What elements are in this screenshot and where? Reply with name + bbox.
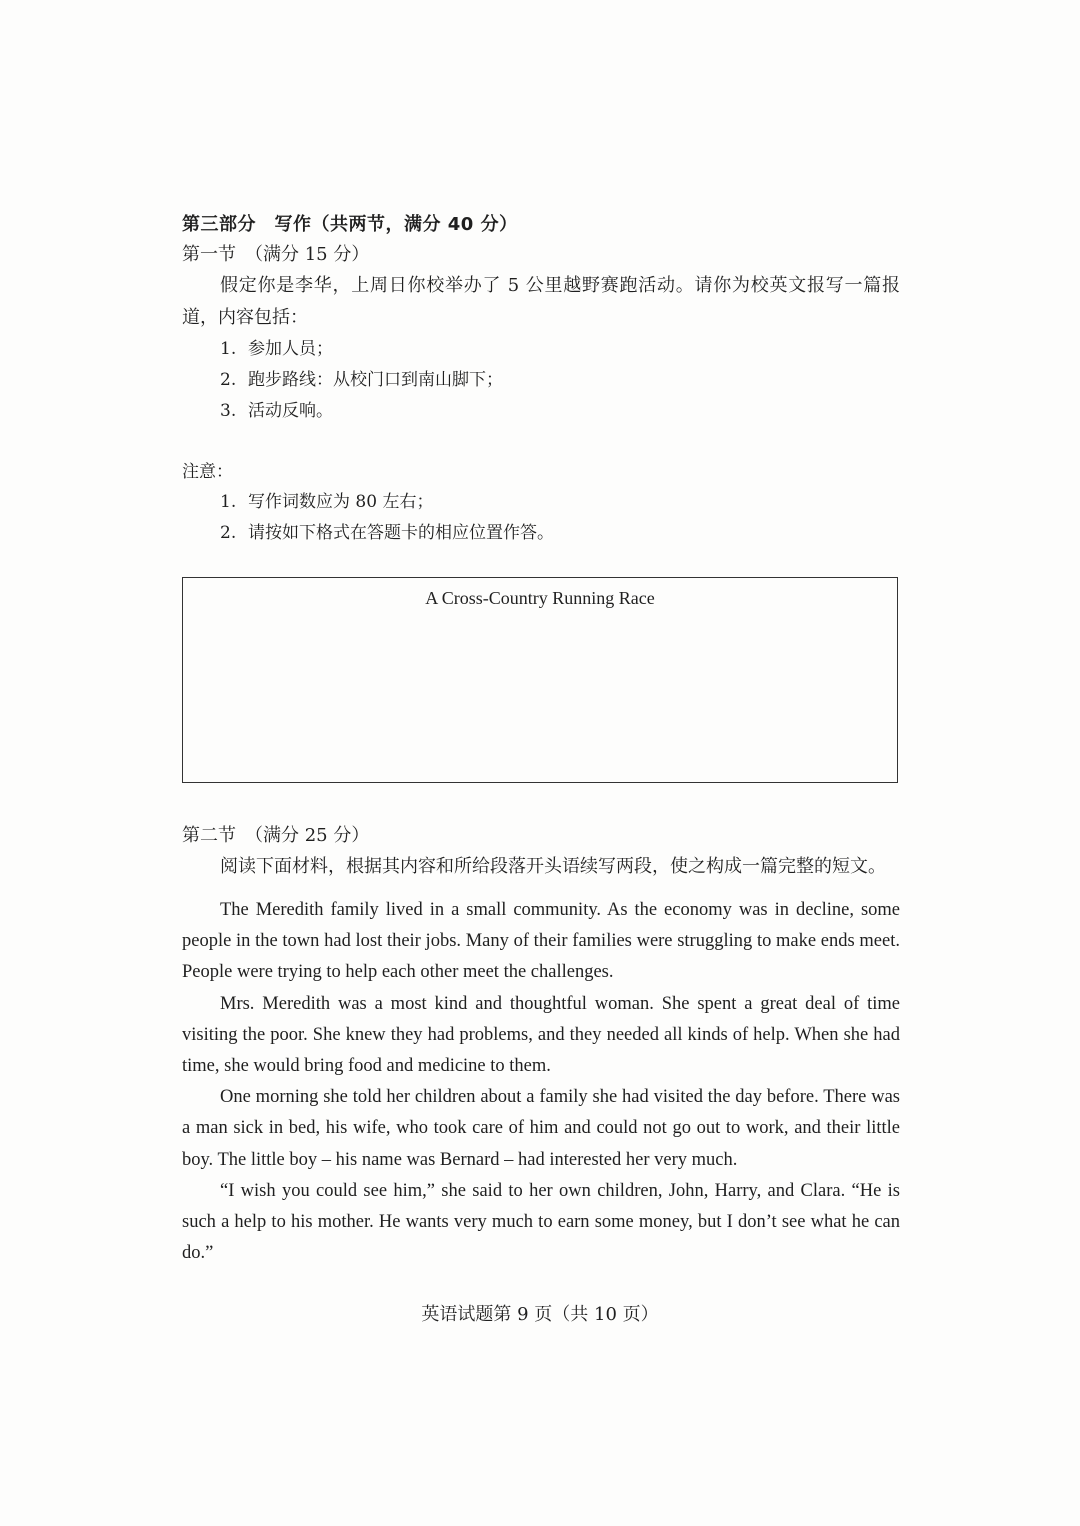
reading-passage (182, 895, 900, 1269)
section1-title: 第一节 （满分 15 分） (182, 244, 370, 265)
section1-prompt: 假定你是李华，上周日你校举办了 5 公里越野赛跑活动。请你为校英文报写一篇报道，内容包括： (182, 275, 900, 328)
passage-paragraph: “I wish you could see him,” she said to her own children, John, Harry, and Clara. “He is such a help to his mother. He wants very much to earn some money, but I don’t see what he can do.” (182, 1180, 900, 1264)
list-item: 2. 跑步路线：从校门口到南山脚下； (220, 370, 503, 390)
answer-box (182, 577, 898, 783)
section2-title: 第二节 （满分 25 分） (182, 825, 370, 846)
list-item: 1. 写作词数应为 80 左右； (220, 492, 434, 512)
content-list (182, 334, 900, 427)
passage-paragraph: Mrs. Meredith was a most kind and thoughtful woman. She spent a great deal of time visiting the poor. She knew they had problems, and they needed all kinds of help. When she had time, she would bring food and medicine to them. (182, 993, 900, 1077)
notes-list (182, 487, 900, 549)
section2 (182, 821, 900, 1269)
page-footer: 英语试题第 9 页（共 10 页） (421, 1304, 659, 1325)
answer-box-title: A Cross-Country Running Race (425, 588, 655, 608)
list-item: 3. 活动反响。 (220, 401, 333, 421)
exam-page (182, 210, 900, 1269)
passage-paragraph: One morning she told her children about a family she had visited the day before. There was a man sick in bed, his wife, who took care of him and could not go out to work, and their little boy. The little boy – his name was Bernard – had interested her very much. (182, 1087, 900, 1170)
passage-paragraph: The Meredith family lived in a small community. As the economy was in decline, some people in the town had lost their jobs. Many of their families were struggling to make ends meet. People were trying to help each other meet the challenges. (182, 900, 900, 983)
note-title: 注意： (182, 462, 233, 482)
section2-instruction: 阅读下面材料，根据其内容和所给段落开头语续写两段，使之构成一篇完整的短文。 (220, 856, 886, 877)
list-item: 2. 请按如下格式在答题卡的相应位置作答。 (220, 523, 554, 543)
part-title: 第三部分 写作（共两节，满分 40 分） (182, 214, 518, 235)
list-item: 1. 参加人员； (220, 339, 333, 359)
